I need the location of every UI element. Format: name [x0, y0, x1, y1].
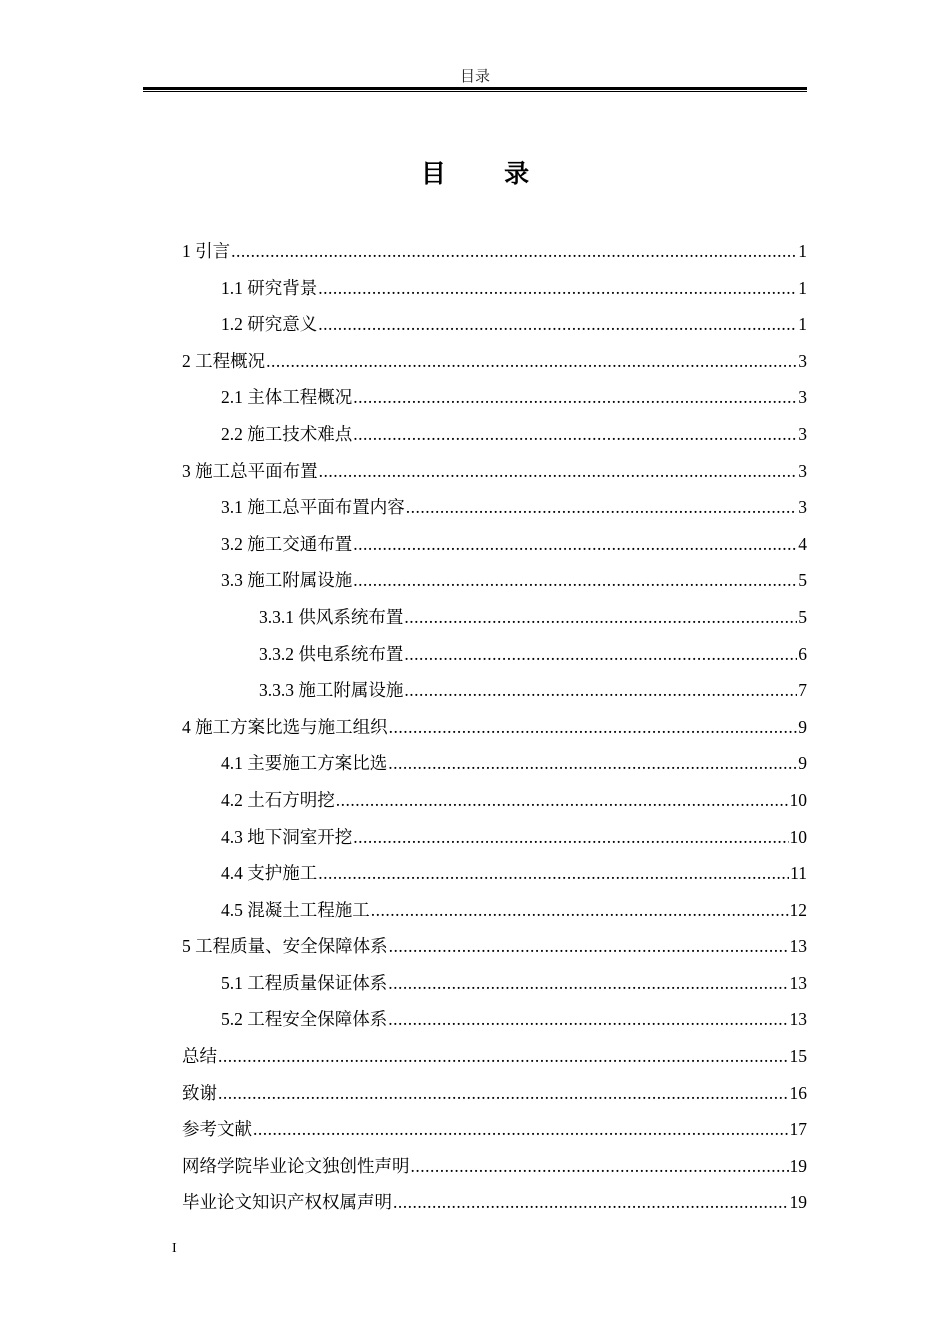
toc-entry-label: 2 工程概况 [182, 350, 266, 371]
toc-entry[interactable] [182, 1038, 807, 1075]
page-number: I [172, 1241, 177, 1256]
toc-entry-label: 3.3 施工附属设施 [221, 570, 353, 591]
toc-entry-page: 13 [789, 1009, 807, 1030]
toc-dot-leader [253, 1111, 789, 1148]
toc-entry-page: 15 [789, 1046, 807, 1067]
toc-entry[interactable] [182, 343, 807, 380]
toc-dot-leader [231, 233, 797, 270]
toc-entry[interactable] [182, 379, 807, 416]
toc-dot-leader [353, 416, 797, 453]
toc-entry-label: 5.1 工程质量保证体系 [221, 972, 388, 993]
toc-entry-label: 3 施工总平面布置 [182, 460, 318, 481]
toc-entry[interactable] [182, 1075, 807, 1112]
toc-dot-leader [353, 379, 797, 416]
toc-dot-leader [404, 599, 797, 636]
header-rule [143, 87, 807, 90]
toc-dot-leader [318, 306, 797, 343]
table-of-contents [182, 233, 807, 1221]
toc-dot-leader [388, 965, 788, 1002]
toc-entry-label: 1 引言 [182, 241, 231, 261]
toc-entry[interactable] [182, 1001, 807, 1038]
toc-entry-page: 12 [789, 899, 807, 920]
toc-dot-leader [404, 636, 797, 673]
toc-dot-leader [353, 562, 797, 599]
toc-entry-label: 2.2 施工技术难点 [221, 423, 353, 444]
toc-dot-leader [389, 709, 798, 746]
toc-entry-label: 2.1 主体工程概况 [221, 387, 353, 408]
toc-dot-leader [393, 1184, 789, 1221]
toc-entry-label: 总结 [182, 1046, 217, 1067]
toc-entry-page: 4 [798, 533, 807, 554]
toc-entry[interactable] [182, 233, 807, 270]
toc-entry-label: 3.3.1 供风系统布置 [259, 606, 404, 627]
toc-dot-leader [218, 1075, 789, 1112]
toc-entry[interactable] [182, 526, 807, 563]
toc-entry[interactable] [182, 819, 807, 856]
toc-entry-label: 5 工程质量、安全保障体系 [182, 936, 388, 957]
toc-entry-label: 4.3 地下洞室开挖 [221, 826, 353, 847]
toc-dot-leader [404, 672, 797, 709]
toc-entry-label: 3.3.3 施工附属设施 [259, 680, 404, 701]
toc-entry[interactable] [182, 453, 807, 490]
toc-entry-label: 4.4 支护施工 [221, 863, 318, 884]
toc-entry-page: 19 [789, 1155, 807, 1176]
toc-dot-leader [319, 453, 798, 490]
toc-entry[interactable] [182, 270, 807, 307]
header-rule-thin [143, 91, 807, 92]
toc-dot-leader [388, 745, 797, 782]
toc-entry-label: 4.5 混凝土工程施工 [221, 899, 370, 920]
toc-dot-leader [353, 526, 797, 563]
toc-entry-page: 5 [798, 570, 807, 591]
toc-entry-label: 3.2 施工交通布置 [221, 533, 353, 554]
toc-entry-label: 参考文献 [182, 1119, 252, 1140]
toc-entry-page: 10 [789, 826, 807, 847]
toc-entry[interactable] [182, 855, 807, 892]
toc-entry[interactable] [182, 306, 807, 343]
toc-entry-page: 3 [798, 350, 807, 371]
toc-entry-page: 13 [789, 936, 807, 957]
running-header: 目录 [459, 69, 490, 85]
toc-entry-label: 4.1 主要施工方案比选 [221, 753, 388, 774]
toc-entry-page: 5 [798, 606, 807, 627]
toc-dot-leader [336, 782, 789, 819]
toc-entry-label: 网络学院毕业论文独创性声明 [182, 1155, 410, 1176]
toc-entry-page: 17 [789, 1119, 807, 1140]
toc-entry-page: 13 [789, 972, 807, 993]
toc-entry-page: 1 [798, 241, 807, 261]
toc-entry[interactable] [182, 745, 807, 782]
toc-entry[interactable] [182, 599, 807, 636]
toc-dot-leader [353, 819, 788, 856]
toc-entry[interactable] [182, 965, 807, 1002]
toc-entry-page: 11 [790, 863, 807, 884]
toc-entry[interactable] [182, 1148, 807, 1185]
toc-dot-leader [389, 928, 789, 965]
toc-entry-page: 1 [798, 314, 807, 335]
toc-dot-leader [406, 489, 798, 526]
toc-entry-label: 5.2 工程安全保障体系 [221, 1009, 388, 1030]
toc-dot-leader [388, 1001, 788, 1038]
toc-entry-label: 1.2 研究意义 [221, 314, 318, 335]
toc-dot-leader [411, 1148, 789, 1185]
toc-entry[interactable] [182, 709, 807, 746]
toc-entry-label: 4.2 土石方明挖 [221, 789, 335, 810]
toc-dot-leader [371, 892, 789, 929]
toc-entry-page: 3 [798, 460, 807, 481]
toc-entry-page: 7 [798, 680, 807, 701]
toc-entry[interactable] [182, 489, 807, 526]
toc-entry-label: 毕业论文知识产权权属声明 [182, 1192, 392, 1213]
toc-entry[interactable] [182, 416, 807, 453]
toc-entry[interactable] [182, 928, 807, 965]
toc-dot-leader [318, 270, 797, 307]
toc-dot-leader [266, 343, 797, 380]
toc-entry[interactable] [182, 1184, 807, 1221]
toc-entry[interactable] [182, 636, 807, 673]
toc-entry[interactable] [182, 562, 807, 599]
toc-entry-page: 6 [798, 643, 807, 664]
toc-entry[interactable] [182, 892, 807, 929]
toc-entry[interactable] [182, 672, 807, 709]
toc-dot-leader [218, 1038, 789, 1075]
toc-entry[interactable] [182, 1111, 807, 1148]
toc-entry-page: 3 [798, 387, 807, 408]
toc-title: 目 录 [420, 161, 556, 188]
toc-entry-page: 3 [798, 423, 807, 444]
toc-entry-label: 4 施工方案比选与施工组织 [182, 716, 388, 737]
toc-entry-page: 9 [798, 716, 807, 737]
toc-entry-label: 3.1 施工总平面布置内容 [221, 497, 405, 518]
toc-entry-page: 9 [798, 753, 807, 774]
toc-entry-page: 19 [789, 1192, 807, 1213]
toc-entry-page: 16 [789, 1082, 807, 1103]
toc-entry-page: 1 [798, 277, 807, 298]
toc-dot-leader [318, 855, 789, 892]
toc-entry-label: 致谢 [182, 1082, 217, 1103]
toc-entry-label: 1.1 研究背景 [221, 277, 318, 298]
toc-entry[interactable] [182, 782, 807, 819]
toc-entry-page: 3 [798, 497, 807, 518]
toc-entry-page: 10 [789, 789, 807, 810]
toc-entry-label: 3.3.2 供电系统布置 [259, 643, 404, 664]
